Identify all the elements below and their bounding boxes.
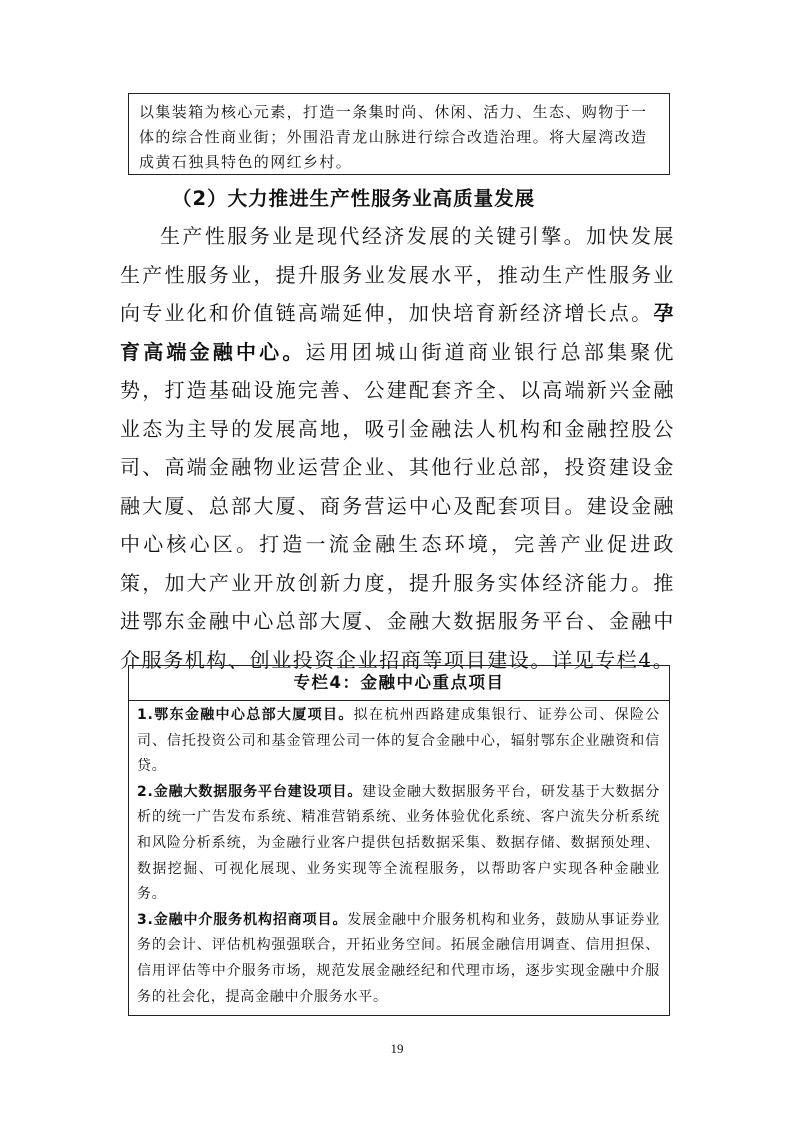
feature-item-heading: 1.鄂东金融中心总部大厦项目。 [137,707,354,723]
feature-item-heading: 2.金融大数据服务平台建设项目。 [137,783,363,800]
paragraph-main-text: 运用团城山街道商业银行总部集聚优势，打造基础设施完善、公建配套齐全、以高端新兴金融业态为主导的发展高地，吸引金融法人机构和金融控股公司、高端金融物业运营企业、其他行业总部，投资建设金融大厦、总部大厦、商务营运中心及配套项目。建设金融中心核心区。打造一流金融生态环境，完善产业促进政策，加大产业开放创新力度，提升服务实体经济能力。推进鄂东金融中心总部大厦、金融大数据服务平台、金融中介服务机构、创业投资企业招商等项目建设。详见专栏4。 [120,339,675,672]
paragraph-intro-text: 生产性服务业是现代经济发展的关键引擎。加快发展生产性服务业，提升服务业发展水平，推动生产性服务业向专业化和价值链高端延伸，加快培育新经济增长点。 [120,224,675,325]
feature-box [128,665,670,1016]
feature-box-title: 专栏4：金融中心重点项目 [129,666,669,701]
feature-item-text: 拟在杭州西路建成集银行、证券公司、保险公司、信托投资公司和基金管理公司一体的复合金融中心，辐射鄂东企业融资和信贷。 [137,707,661,775]
feature-item [137,703,660,780]
feature-item-text: 发展金融中介服务机构和业务，鼓励从事证券业务的会计、评估机构强强联合，开拓业务空间。拓展金融信用调查、信用担保、信用评估等中介服务市场，规范发展金融经纪和代理市场，逐步实现金融中介服务的社会化，提高金融中介服务水平。 [137,911,660,1005]
section-heading: （2）大力推进生产性服务业高质量发展 [172,187,536,210]
intro-text-box [128,93,670,175]
paragraph-bold-phrase: 孕育高端金融中心。 [120,301,675,364]
body-paragraph [120,217,675,679]
feature-item-list [129,701,669,1010]
feature-item [137,780,660,908]
intro-text: 以集装箱为核心元素，打造一条集时尚、休闲、活力、生态、购物于一体的综合性商业街；外围沿青龙山脉进行综合改造治理。将大屋湾改造成黄石独具特色的网红乡村。 [139,103,648,171]
feature-item [137,908,660,1010]
feature-item-heading: 3.金融中介服务机构招商项目。 [137,911,348,928]
page-number: 19 [390,1041,404,1056]
feature-item-text: 建设金融大数据服务平台，研发基于大数据分析的统一广告发布系统、精准营销系统、业务体验优化系统、客户流失分析系统和风险分析系统，为金融行业客户提供包括数据采集、数据存储、数据预处理、数据挖掘、可视化展现、业务实现等全流程服务，以帮助客户实现各种金融业务。 [137,783,661,903]
